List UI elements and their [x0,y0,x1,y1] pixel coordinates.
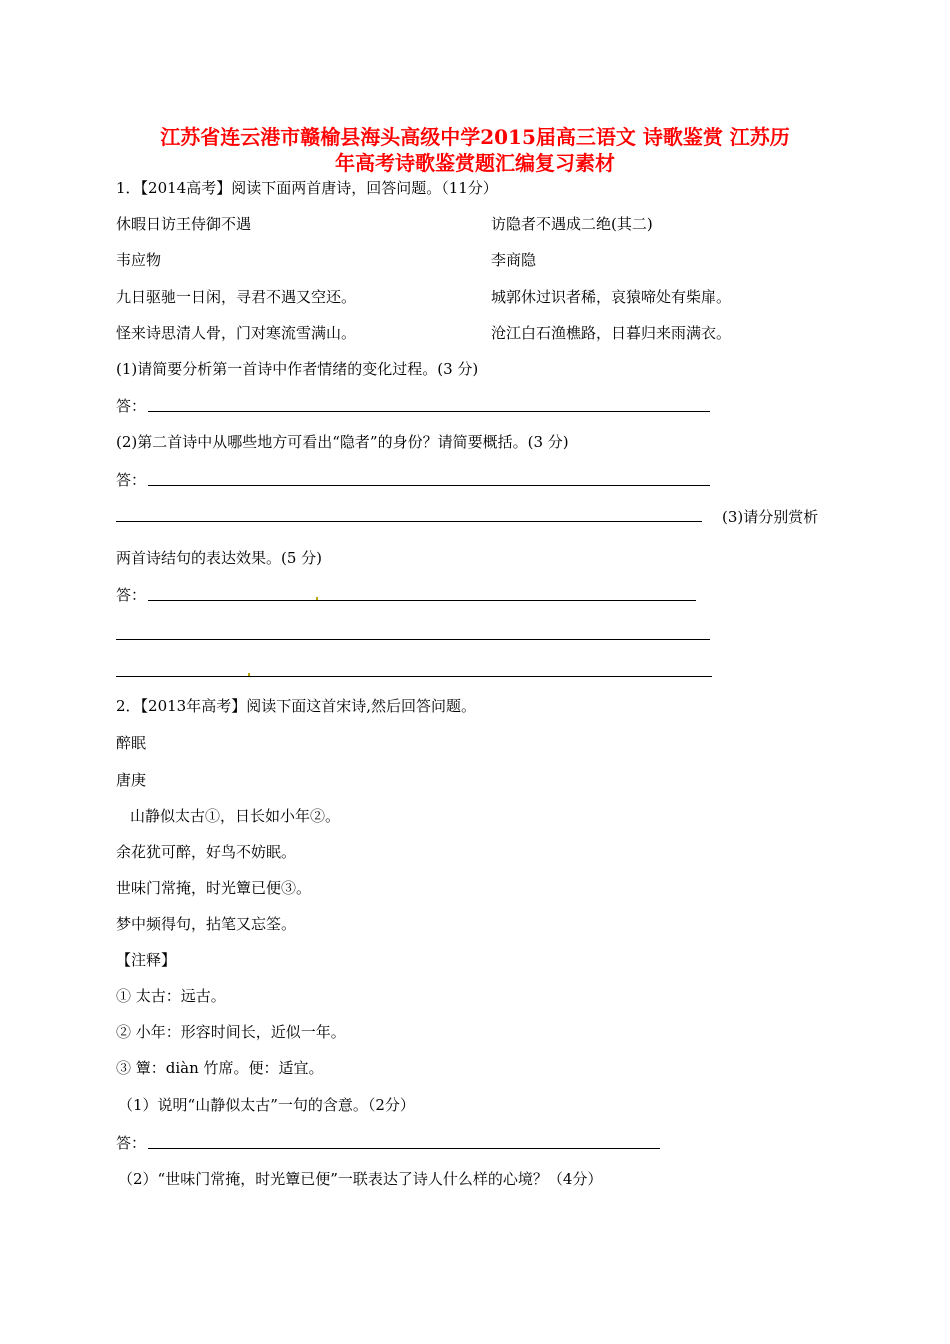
answer-line [116,521,702,522]
q1-sub2: (2)第二首诗中从哪些地方可看出“隐者”的身份？请简要概括。(3 分) [116,433,569,451]
q2-note-1: ① 太古：远古。 [116,987,226,1005]
q2-poem-line-2: 余花犹可醉，好鸟不妨眠。 [116,843,297,861]
poem2-author: 李商隐 [491,251,537,269]
stray-mark [248,673,250,676]
poem2-line-2: 沧江白石渔樵路，日暮归来雨满衣。 [491,324,732,342]
q1-sub3-cont: 两首诗结句的表达效果。(5 分) [116,549,323,567]
q2-poem-line-3: 世味门常掩，时光簟已便③。 [116,879,312,897]
q2-header: 2．【2013年高考】阅读下面这首宋诗,然后回答问题。 [116,697,476,715]
q2-answer-label-1: 答： [116,1134,147,1152]
q2-notes-header: 【注释】 [116,951,177,969]
q1-sub3-start: (3)请分别赏析 [722,508,819,526]
poem1-line-2: 怪来诗思清人骨，门对寒流雪满山。 [116,324,357,342]
q2-poem-author: 唐庚 [116,771,147,789]
poem1-line-1: 九日驱驰一日闲，寻君不遇又空还。 [116,288,357,306]
q1-answer-label-2: 答： [116,471,147,489]
q1-header: 1．【2014高考】阅读下面两首唐诗，回答问题。（11分） [116,179,498,197]
answer-line [116,639,710,640]
q2-poem-title: 醉眠 [116,734,147,752]
q1-answer-label-1: 答： [116,397,147,415]
q1-answer-label-3: 答： [116,586,147,604]
poem1-author: 韦应物 [116,251,162,269]
poem1-title: 休暇日访王侍御不遇 [116,215,252,233]
title-line-2: 年高考诗歌鉴赏题汇编复习素材 [335,151,615,175]
poem2-title: 访隐者不遇成二绝(其二) [491,215,653,233]
q2-note-3: ③ 簟：diàn 竹席。便：适宜。 [116,1059,324,1077]
q1-sub1: (1)请简要分析第一首诗中作者情绪的变化过程。(3 分) [116,360,479,378]
answer-line [148,411,710,412]
stray-mark [316,597,318,600]
answer-line [116,676,712,677]
document-title [100,124,850,176]
answer-line [148,600,696,601]
answer-line [148,1148,660,1149]
q2-sub2: （2）“世味门常掩，时光簟已便”一联表达了诗人什么样的心境？（4分） [118,1170,603,1188]
answer-line [148,485,710,486]
title-line-1: 江苏省连云港市赣榆县海头高级中学2015届高三语文 诗歌鉴赏 江苏历 [160,125,790,149]
q2-poem-line-4: 梦中频得句，拈笔又忘筌。 [116,915,297,933]
q2-poem-line-1: 山静似太古①，日长如小年②。 [130,807,341,825]
q2-sub1: （1）说明“山静似太古”一句的含意。（2分） [118,1096,415,1114]
q2-note-2: ② 小年：形容时间长，近似一年。 [116,1023,346,1041]
poem2-line-1: 城郭休过识者稀，哀猿啼处有柴扉。 [491,288,732,306]
